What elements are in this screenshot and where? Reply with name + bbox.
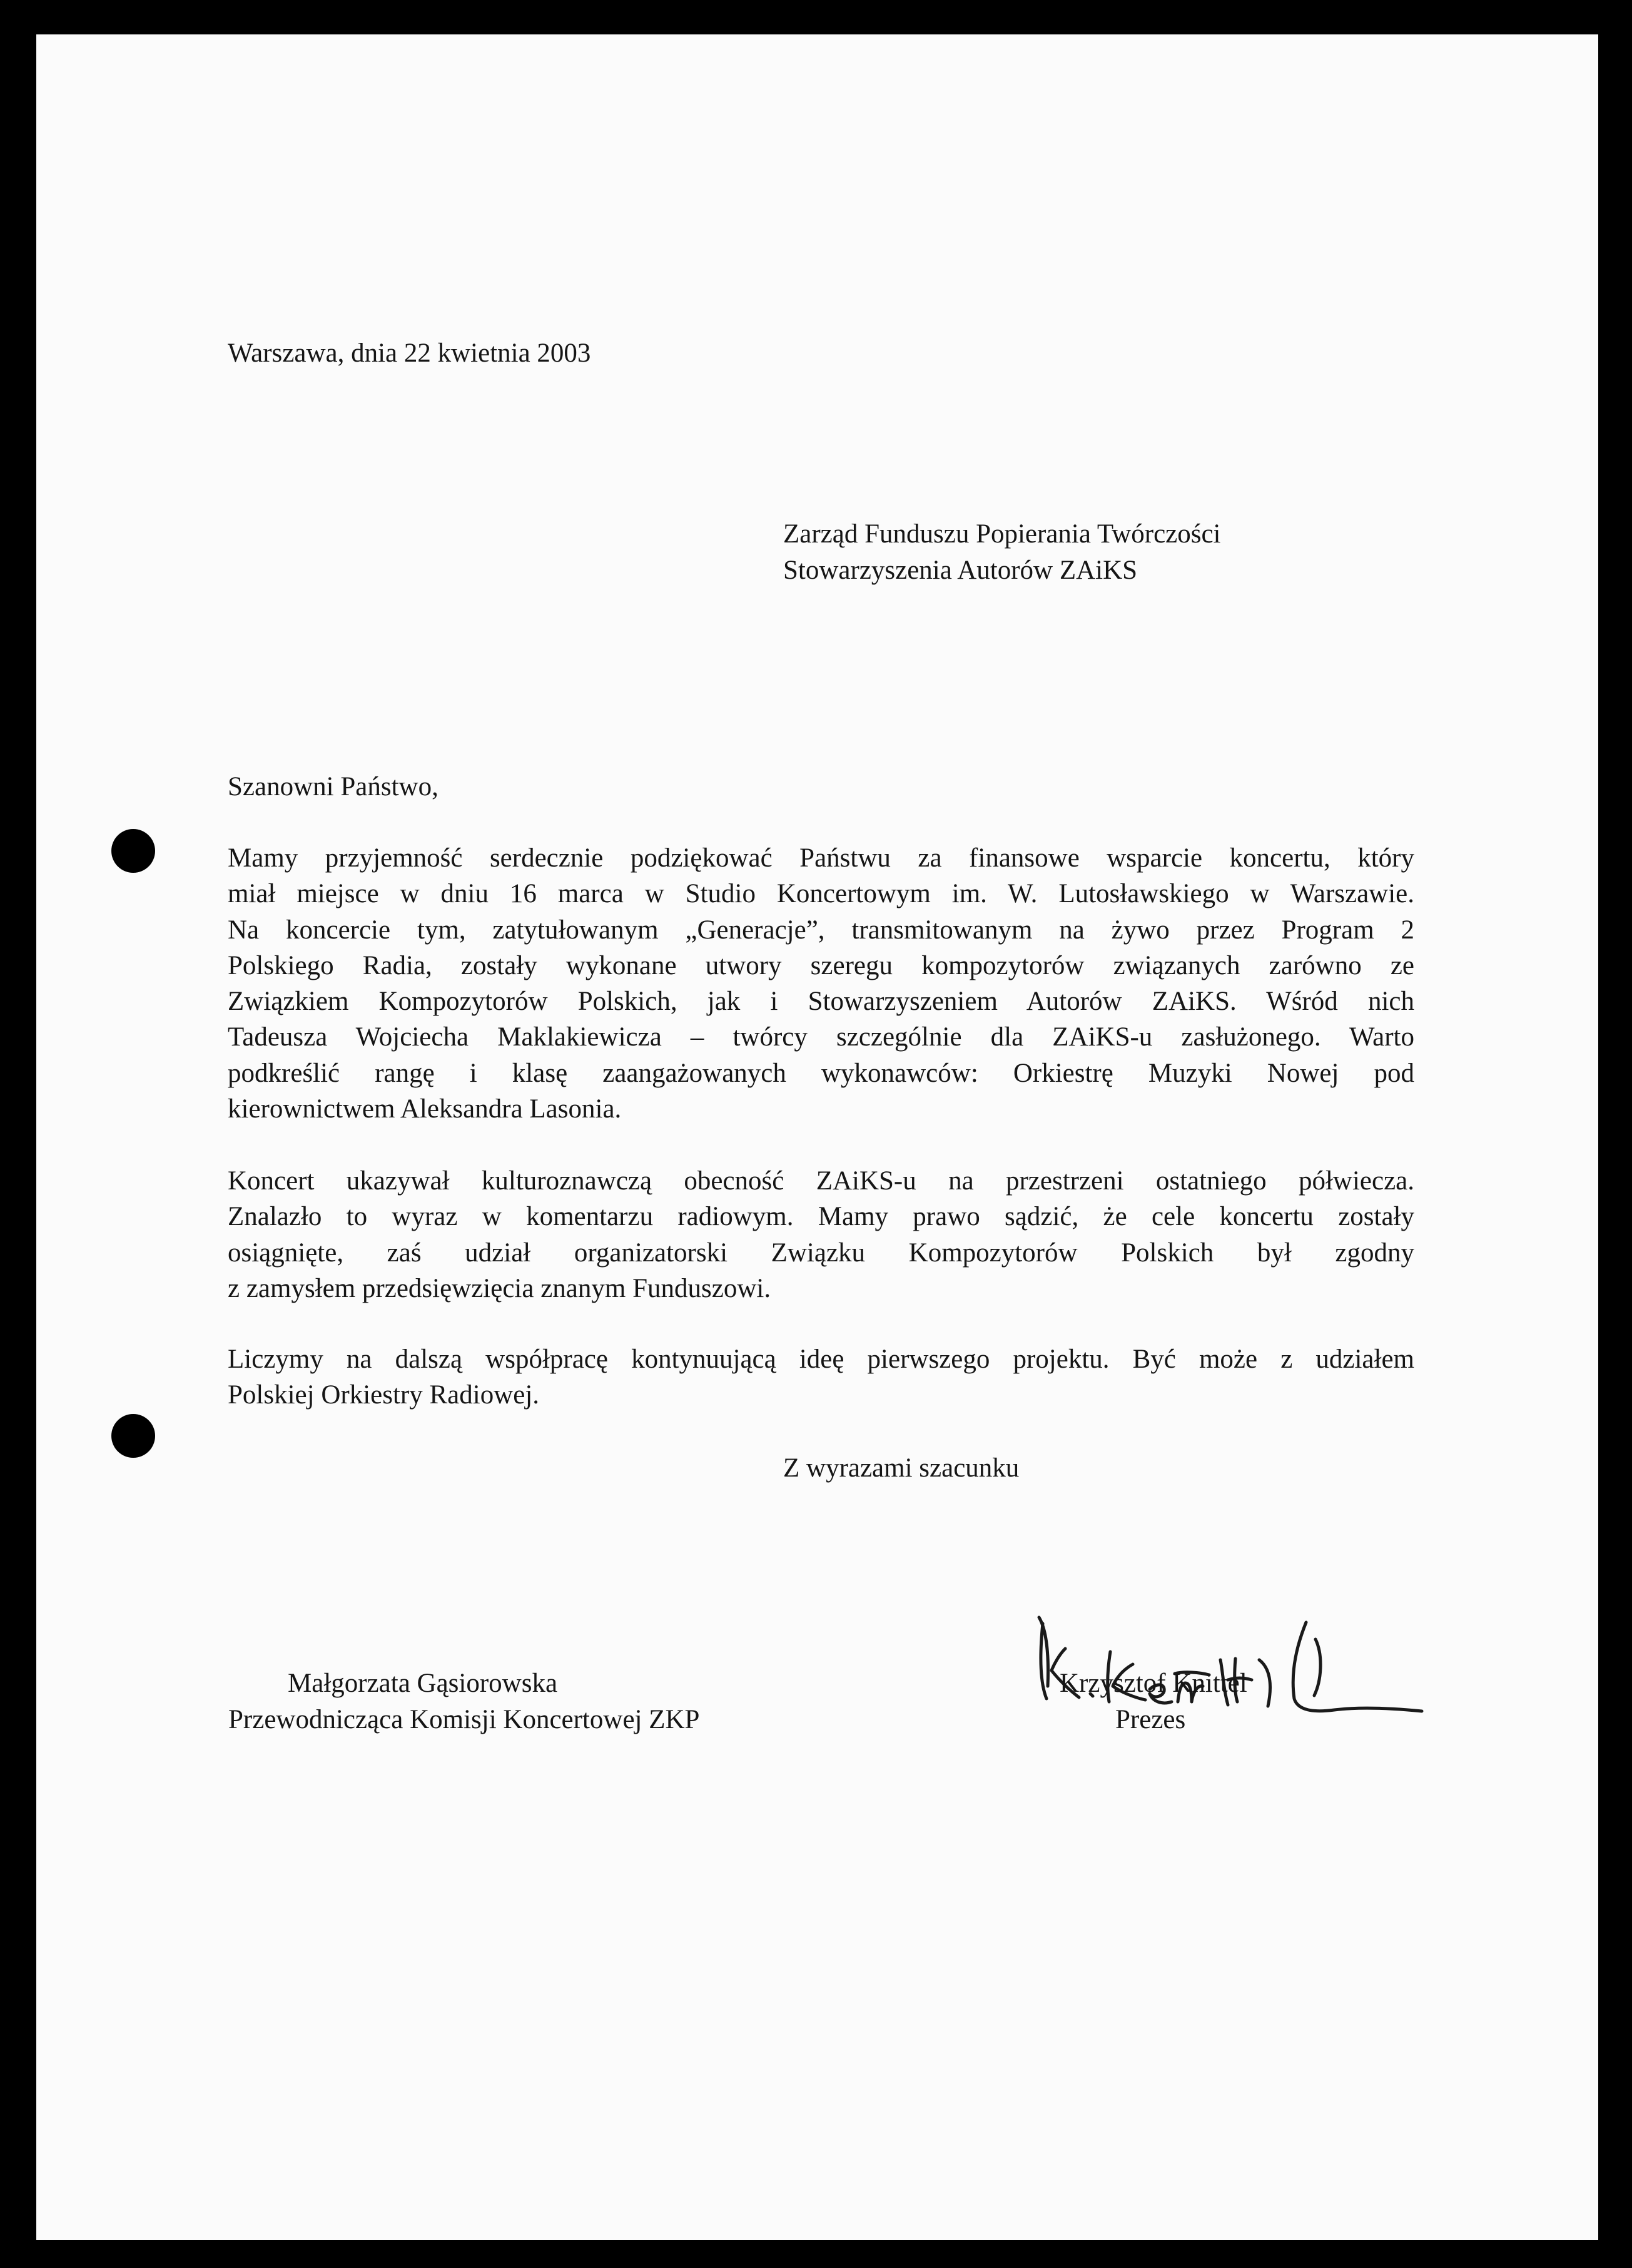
punch-hole — [111, 1414, 155, 1458]
paragraph-line: miał miejsce w dniu 16 marca w Studio Koncertowym im. W. Lutosławskiego w Warszawie. — [228, 879, 1414, 909]
signatory-right-name: Krzysztof Knittel — [1060, 1669, 1247, 1698]
paragraph-line: Związkiem Kompozytorów Polskich, jak i Stowarzyszeniem Autorów ZAiKS. Wśród nich — [228, 987, 1414, 1017]
paragraph-line: Polskiego Radia, zostały wykonane utwory szeregu kompozytorów związanych zarówno ze — [228, 950, 1414, 980]
paragraph-line: Koncert ukazywał kulturoznawczą obecność ZAiKS-u na przestrzeni ostatniego półwiecza. — [228, 1166, 1414, 1196]
paragraph-3 — [228, 1341, 1414, 1413]
paragraph-line: Liczymy na dalszą współpracę kontynuującą ideę pierwszego projektu. Być może z udziałem — [228, 1345, 1414, 1374]
letter-date: Warszawa, dnia 22 kwietnia 2003 — [228, 338, 591, 368]
paragraph-line: kierownictwem Aleksandra Lasonia. — [228, 1094, 622, 1124]
signatory-left-name: Małgorzata Gąsiorowska — [288, 1669, 558, 1698]
closing: Z wyrazami szacunku — [783, 1453, 1020, 1483]
paragraph-line: z zamysłem przedsięwzięcia znanym Funduszowi. — [228, 1273, 771, 1303]
paragraph-line: Na koncercie tym, zatytułowanym „Generacje”, transmitowanym na żywo przez Program 2 — [228, 915, 1414, 945]
signatory-left-title: Przewodnicząca Komisji Koncertowej ZKP — [228, 1705, 700, 1734]
paragraph-line: Tadeusza Wojciecha Maklakiewicza – twórcy szczególnie dla ZAiKS-u zasłużonego. Warto — [228, 1022, 1414, 1052]
recipient-line-2: Stowarzyszenia Autorów ZAiKS — [783, 556, 1138, 585]
punch-hole — [111, 829, 155, 873]
paragraph-line: podkreślić rangę i klasę zaangażowanych wykonawców: Orkiestrę Muzyki Nowej pod — [228, 1058, 1414, 1088]
paragraph-line: Polskiej Orkiestry Radiowej. — [228, 1380, 540, 1410]
paragraph-2 — [228, 1163, 1414, 1306]
salutation: Szanowni Państwo, — [228, 772, 438, 801]
paragraph-line: Znalazło to wyraz w komentarzu radiowym. Mamy prawo sądzić, że cele koncertu zostały — [228, 1202, 1414, 1232]
paragraph-1 — [228, 840, 1414, 1127]
letter-page — [36, 34, 1598, 2240]
paragraph-line: osiągnięte, zaś udział organizatorski Związku Kompozytorów Polskich był zgodny — [228, 1238, 1414, 1268]
paragraph-line: Mamy przyjemność serdecznie podziękować Państwu za finansowe wsparcie koncertu, który — [228, 843, 1414, 873]
recipient-line-1: Zarząd Funduszu Popierania Twórczości — [783, 519, 1221, 549]
signatory-right-title: Prezes — [1115, 1705, 1186, 1734]
